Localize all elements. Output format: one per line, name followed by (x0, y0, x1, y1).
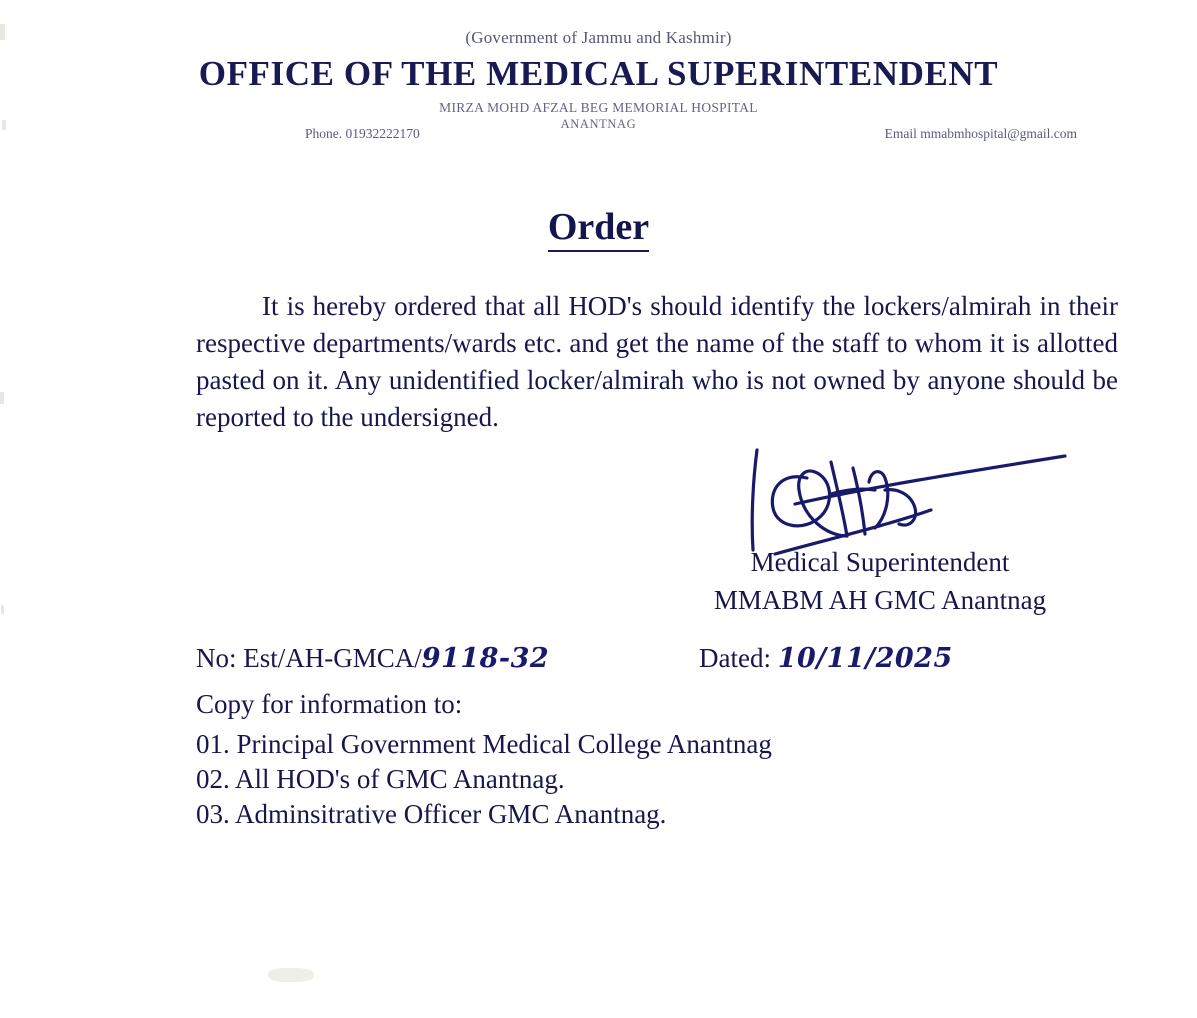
reference-date-label: Dated: (699, 643, 771, 673)
reference-number (196, 643, 549, 674)
reference-row (196, 643, 1096, 687)
reference-date-value: 10/11/2025 (777, 643, 953, 674)
list-item: 02. All HOD's of GMC Anantnag. (196, 764, 565, 794)
scan-smudge-artifact (268, 968, 314, 982)
reference-number-label: No: Est/AH-GMCA/ (196, 643, 422, 673)
order-body (196, 288, 1118, 436)
list-item: 03. Adminsitrative Officer GMC Anantnag. (196, 799, 667, 829)
office-title: OFFICE OF THE MEDICAL SUPERINTENDENT (198, 54, 999, 93)
signature-designation: Medical Superintendent (750, 547, 1010, 577)
hospital-name: MIRZA MOHD AFZAL BEG MEMORIAL HOSPITAL (439, 100, 758, 115)
order-body-text: It is hereby ordered that all HOD's should identify the lockers/almirah in their respective departments/wards etc. and get the name of the staff to whom it is allotted pasted on it. Any unidentified locker/almirah who is not owned by anyone should be reported to the undersigned. (196, 291, 1118, 432)
signature-institution: MMABM AH GMC Anantnag (713, 585, 1047, 615)
list-item: 01. Principal Government Medical College Anantnag (196, 729, 772, 759)
copy-list (196, 727, 772, 832)
scan-edge-artifact (1, 605, 4, 614)
city-name: ANANTNAG (560, 117, 637, 131)
signature-block (640, 543, 1120, 619)
reference-date (699, 643, 953, 674)
scan-edge-artifact (0, 392, 4, 404)
copy-heading: Copy for information to: (196, 689, 463, 719)
reference-number-value: 9118-32 (421, 643, 550, 674)
order-heading (0, 205, 1197, 249)
letterhead (0, 28, 1197, 132)
government-line: (Government of Jammu and Kashmir) (465, 28, 732, 47)
order-heading-text: Order (548, 206, 649, 252)
email-text: Email mmabmhospital@gmail.com (884, 126, 1077, 141)
phone-text: Phone. 01932222170 (305, 126, 420, 141)
contact-row (0, 126, 1197, 146)
